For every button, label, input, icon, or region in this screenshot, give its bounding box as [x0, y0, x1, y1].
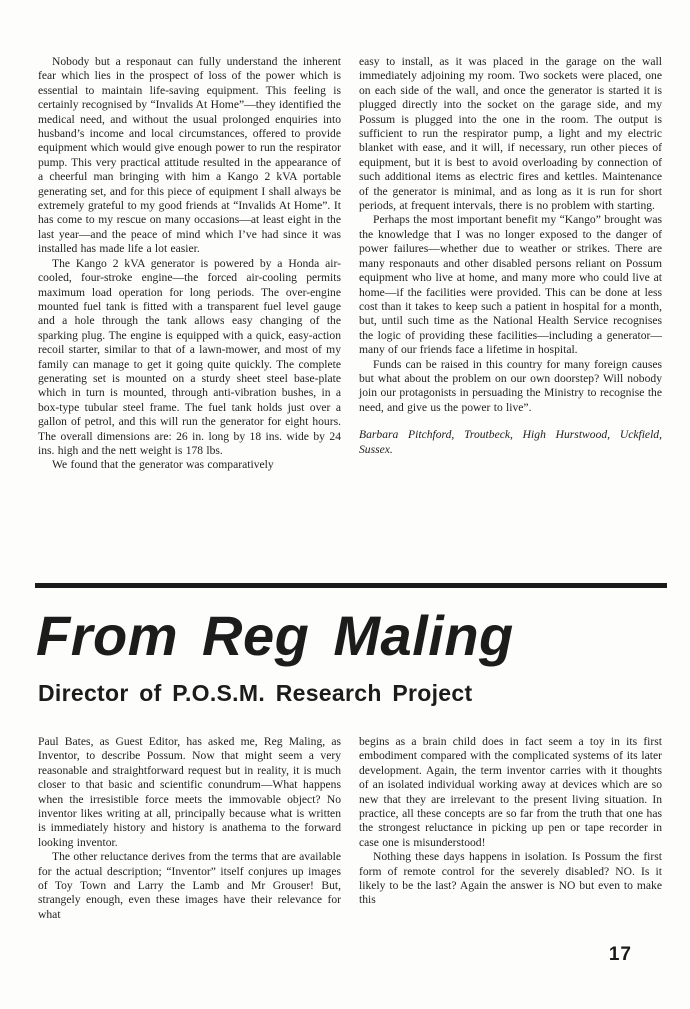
article-left-column: [38, 735, 341, 922]
letter-paragraph: We found that the generator was comparatively: [52, 458, 274, 472]
letter-right-column: [359, 55, 662, 473]
page-number: 17: [608, 944, 632, 965]
letter-signature: Barbara Pitchford, Troutbeck, High Hurstwood, Uckfield, Sussex.: [359, 428, 662, 456]
article-paragraph: Paul Bates, as Guest Editor, has asked me, Reg Maling, as Inventor, to describe Possum. Now that might seem a very reasonable and straightforward request but in reality, it is much closer to that basic and scientific conundrum—What happens when the irresistible force meets the immovable object? No inventor likes writing at all, principally because what is written is immediately history and history is anathema to the forward looking inventor.: [38, 735, 341, 849]
letter-paragraph: Funds can be raised in this country for many foreign causes but what about the problem on our own doorstep? Will nobody join our protagonists in persuading the Ministry to recognise the need, and give us the power to live”.: [359, 357, 662, 414]
article-paragraph: begins as a brain child does in fact seem a toy in its first embodiment compared with the complicated systems of its later development. Again, the term inventor carries with it thoughts of an isolated individual working away at devices which are so new that they are irrelevant to the present living situation. In practice, all these concepts are so far from the truth that one has the strongest reluctance in picking up pen or tape recorder in case one is misunderstood!: [359, 735, 662, 849]
letter-paragraph: The Kango 2 kVA generator is powered by a Honda air-cooled, four-stroke engine—the forced air-cooling permits maximum load operation for long periods. The over-engine mounted fuel tank is fitted with a transparent fuel level gauge and a hole through the tank allows easy changing of the sparking plug. The engine is equipped with a quick, easy-action recoil starter, similar to that of a lawn-mower, and most of my family can manage to get it going quite quickly. The complete generating set is mounted on a sturdy sheet steel base-plate which in turn is mounted, through anti-vibration bushes, in a box-type tubular steel frame. The fuel tank holds just over a gallon of petrol, and this will run the generator for eight hours. The overall dimensions are: 26 in. long by 18 ins. wide by 24 ins. high and the nett weight is 178 lbs.: [38, 256, 341, 457]
article-body-section: [38, 735, 662, 922]
letter-paragraph: easy to install, as it was placed in the garage on the wall immediately adjoining my room. Two sockets were placed, one on each side of the wall, and once the generator is started it is plugged directly into the socket on the garage side, and my Possum is plugged into the one in the room. The output is sufficient to run the respirator pump, a light and my electric blanket with ease, and it will, if necessary, run other pieces of equipment, but it is best to avoid overloading by connection of such additional items as electric fires and kettles. Maintenance of the generator is minimal, and as long as it is run for short periods, at frequent intervals, there is no problem with starting.: [359, 55, 662, 213]
section-divider-rule: [35, 583, 667, 588]
letter-to-editor-section: [38, 55, 662, 473]
letter-paragraph: Perhaps the most important benefit my “Kango” brought was the knowledge that I was no longer exposed to the danger of power failures—whether due to weather or strikes. There are many responauts and other disabled persons reliant on Possum equipment who live at home, and many more who could live at home—if the facilities were provided. This can be done at less cost than it takes to keep such a patient in hospital for a month, but, until such time as the National Health Service recognises the logic of providing these facilities—including a generator—many of our friends face a lifetime in hospital.: [359, 213, 662, 357]
letter-left-column: [38, 55, 341, 473]
letter-paragraph: Nobody but a responaut can fully understand the inherent fear which lies in the prospect of loss of the power which is essential to maintain life-saving equipment. This feeling is certainly recognised by “Invalids At Home”—they identified the medical need, and without the usual prolonged enquiries into husband’s income and local circumstances, offered to provide equipment which would give enough power to run the respirator pump. This very practical attitude resulted in the appearance of a cheerful man bringing with him a Kango 2 kVA portable generating set, and for this piece of equipment I shall always be extremely grateful to my good friends at “Invalids At Home”. It has come to my rescue on many occasions—at least eight in the last year—and the peace of mind which I’ve had since it was installed has made life a lot easier.: [38, 55, 341, 256]
article-right-column: [359, 735, 662, 922]
article-subtitle: Director of P.O.S.M. Research Project: [38, 680, 473, 706]
article-title: From Reg Maling: [36, 604, 514, 667]
article-paragraph: The other reluctance derives from the terms that are available for the actual description; “Inventor” itself conjures up images of Toy Town and Larry the Lamb and Mr Grouser! But, strangely enough, even these images have their relevance for what: [38, 850, 341, 921]
article-paragraph: Nothing these days happens in isolation. Is Possum the first form of remote control for the severely disabled? NO. Is it likely to be the last? Again the answer is NO but even to make this: [359, 850, 662, 907]
